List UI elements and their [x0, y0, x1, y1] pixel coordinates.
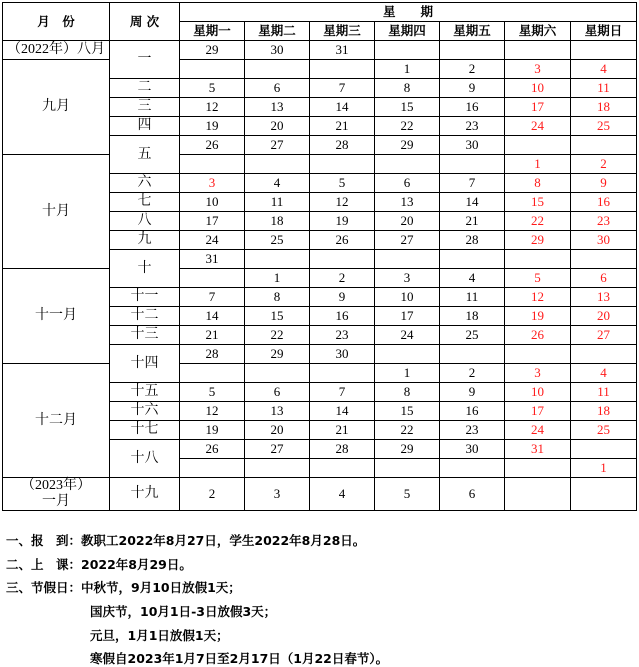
day-cell: 3: [505, 364, 571, 383]
day-cell: [180, 459, 245, 478]
day-cell: [310, 459, 375, 478]
day-cell: 12: [505, 288, 571, 307]
day-cell: [245, 60, 310, 79]
day-cell: [375, 459, 440, 478]
day-cell: 24: [505, 117, 571, 136]
day-cell: 4: [245, 174, 310, 193]
day-cell: 11: [571, 79, 637, 98]
day-cell: 29: [375, 440, 440, 459]
day-cell: 23: [440, 421, 505, 440]
day-cell: 18: [440, 307, 505, 326]
day-cell: 30: [310, 345, 375, 364]
day-cell: [245, 364, 310, 383]
week-number: 五: [110, 136, 180, 174]
day-cell: 21: [310, 421, 375, 440]
note-registration: 一、报 到：教职工2022年8月27日，学生2022年8月28日。: [6, 533, 366, 548]
month-label: 九月: [3, 60, 110, 155]
weekday-header: 星期四: [375, 22, 440, 41]
day-cell: 11: [571, 383, 637, 402]
day-cell: [440, 345, 505, 364]
calendar-row: [3, 155, 637, 174]
day-cell: [245, 250, 310, 269]
day-cell: 12: [180, 402, 245, 421]
day-cell: 24: [180, 231, 245, 250]
day-cell: 26: [505, 326, 571, 345]
week-number: 十五: [110, 383, 180, 402]
week-number: 十三: [110, 326, 180, 345]
day-cell: [375, 155, 440, 174]
day-cell: 26: [310, 231, 375, 250]
day-cell: 11: [440, 288, 505, 307]
day-cell: 4: [310, 478, 375, 511]
day-cell: 15: [505, 193, 571, 212]
day-cell: 17: [375, 307, 440, 326]
day-cell: 31: [505, 440, 571, 459]
day-cell: 8: [505, 174, 571, 193]
week-header: 周 次: [110, 3, 180, 41]
day-cell: [180, 60, 245, 79]
day-cell: 24: [375, 326, 440, 345]
day-cell: 22: [245, 326, 310, 345]
day-cell: 10: [505, 383, 571, 402]
day-cell: 8: [245, 288, 310, 307]
day-cell: 28: [310, 136, 375, 155]
day-cell: 16: [571, 193, 637, 212]
day-cell: [310, 60, 375, 79]
day-cell: 26: [180, 136, 245, 155]
day-cell: 8: [375, 383, 440, 402]
day-cell: 22: [375, 421, 440, 440]
day-cell: 13: [375, 193, 440, 212]
day-cell: 7: [310, 79, 375, 98]
calendar-row: [3, 364, 637, 383]
day-cell: 9: [440, 383, 505, 402]
day-cell: [180, 364, 245, 383]
calendar-row: [3, 478, 637, 511]
day-cell: 27: [245, 440, 310, 459]
day-cell: 14: [310, 402, 375, 421]
day-cell: 24: [505, 421, 571, 440]
day-cell: 4: [571, 364, 637, 383]
day-cell: 6: [245, 79, 310, 98]
day-cell: 11: [245, 193, 310, 212]
day-cell: 30: [440, 440, 505, 459]
day-cell: [571, 440, 637, 459]
week-number: 十九: [110, 478, 180, 511]
day-cell: [505, 41, 571, 60]
day-cell: 13: [245, 98, 310, 117]
day-cell: 6: [245, 383, 310, 402]
weekday-header: 星期一: [180, 22, 245, 41]
day-cell: 21: [180, 326, 245, 345]
day-cell: 17: [180, 212, 245, 231]
week-number: 六: [110, 174, 180, 193]
day-cell: 12: [180, 98, 245, 117]
day-cell: 4: [571, 60, 637, 79]
day-cell: 25: [571, 421, 637, 440]
month-label: （2023年） 一月: [3, 478, 110, 511]
day-cell: 13: [245, 402, 310, 421]
day-cell: [375, 250, 440, 269]
day-cell: 7: [180, 288, 245, 307]
day-cell: [440, 155, 505, 174]
day-cell: 29: [505, 231, 571, 250]
day-cell: 29: [245, 345, 310, 364]
day-cell: [505, 459, 571, 478]
day-cell: 14: [310, 98, 375, 117]
day-cell: 25: [245, 231, 310, 250]
day-cell: 5: [180, 79, 245, 98]
week-number: 十四: [110, 345, 180, 383]
week-number: 七: [110, 193, 180, 212]
day-cell: 18: [245, 212, 310, 231]
day-cell: [440, 459, 505, 478]
weekday-header: 星期二: [245, 22, 310, 41]
header-row: [3, 3, 637, 22]
month-label: 十二月: [3, 364, 110, 478]
day-cell: [375, 345, 440, 364]
day-cell: [571, 41, 637, 60]
week-number: 十八: [110, 440, 180, 478]
day-cell: 19: [180, 421, 245, 440]
day-cell: 2: [571, 155, 637, 174]
day-cell: [505, 250, 571, 269]
day-cell: 5: [310, 174, 375, 193]
calendar-row: [3, 60, 637, 79]
day-cell: 14: [440, 193, 505, 212]
week-number: 十一: [110, 288, 180, 307]
day-cell: 17: [505, 98, 571, 117]
note-new-year: 元旦，1月1日放假1天；: [90, 628, 229, 643]
day-cell: [505, 345, 571, 364]
day-cell: 28: [180, 345, 245, 364]
day-cell: 26: [180, 440, 245, 459]
week-number: 十二: [110, 307, 180, 326]
note-holidays: 三、节假日：中秋节，9月10日放假1天；: [6, 580, 241, 595]
day-cell: 15: [375, 402, 440, 421]
day-cell: 30: [440, 136, 505, 155]
day-cell: 30: [571, 231, 637, 250]
month-label: 十一月: [3, 269, 110, 364]
day-cell: 4: [440, 269, 505, 288]
note-classes-start: 二、上 课：2022年8月29日。: [6, 557, 192, 572]
day-cell: 25: [571, 117, 637, 136]
day-cell: [505, 478, 571, 511]
day-cell: 27: [571, 326, 637, 345]
weekday-header: 星期日: [571, 22, 637, 41]
day-cell: 31: [180, 250, 245, 269]
day-cell: 8: [375, 79, 440, 98]
week-number: 十七: [110, 421, 180, 440]
day-cell: 2: [180, 478, 245, 511]
week-number: 三: [110, 98, 180, 117]
day-cell: [180, 269, 245, 288]
day-cell: 3: [505, 60, 571, 79]
day-cell: 30: [245, 41, 310, 60]
weekday-group-header: 星 期: [180, 3, 637, 22]
week-number: 八: [110, 212, 180, 231]
day-cell: 23: [310, 326, 375, 345]
day-cell: 23: [571, 212, 637, 231]
day-cell: [505, 136, 571, 155]
day-cell: 20: [375, 212, 440, 231]
day-cell: 27: [245, 136, 310, 155]
day-cell: 23: [440, 117, 505, 136]
day-cell: [571, 250, 637, 269]
day-cell: 18: [571, 402, 637, 421]
day-cell: 1: [505, 155, 571, 174]
day-cell: 9: [310, 288, 375, 307]
weekday-header: 星期三: [310, 22, 375, 41]
month-header: 月 份: [3, 3, 110, 41]
day-cell: 20: [245, 117, 310, 136]
note-winter-break: 寒假自2023年1月7日至2月17日（1月22日春节）。: [90, 651, 389, 666]
note-national-day: 国庆节，10月1日-3日放假3天；: [90, 604, 277, 619]
day-cell: 9: [440, 79, 505, 98]
day-cell: [375, 41, 440, 60]
week-number: 二: [110, 79, 180, 98]
day-cell: 6: [375, 174, 440, 193]
day-cell: [571, 136, 637, 155]
day-cell: 2: [310, 269, 375, 288]
day-cell: 3: [180, 174, 245, 193]
day-cell: 1: [245, 269, 310, 288]
day-cell: 3: [375, 269, 440, 288]
day-cell: 5: [375, 478, 440, 511]
day-cell: 14: [180, 307, 245, 326]
day-cell: 29: [375, 136, 440, 155]
day-cell: [310, 364, 375, 383]
day-cell: 5: [505, 269, 571, 288]
day-cell: 21: [440, 212, 505, 231]
day-cell: 6: [571, 269, 637, 288]
day-cell: [245, 459, 310, 478]
day-cell: [180, 155, 245, 174]
day-cell: 1: [571, 459, 637, 478]
day-cell: [440, 41, 505, 60]
day-cell: [440, 250, 505, 269]
week-number: 十六: [110, 402, 180, 421]
day-cell: 29: [180, 41, 245, 60]
day-cell: 28: [310, 440, 375, 459]
day-cell: 2: [440, 364, 505, 383]
day-cell: 31: [310, 41, 375, 60]
day-cell: 27: [375, 231, 440, 250]
month-label: （2022年）八月: [3, 41, 110, 60]
day-cell: 2: [440, 60, 505, 79]
month-label: 十月: [3, 155, 110, 269]
day-cell: 22: [505, 212, 571, 231]
day-cell: [310, 155, 375, 174]
week-number: 九: [110, 231, 180, 250]
day-cell: 20: [571, 307, 637, 326]
day-cell: 5: [180, 383, 245, 402]
day-cell: 15: [375, 98, 440, 117]
day-cell: 16: [310, 307, 375, 326]
day-cell: 16: [440, 402, 505, 421]
day-cell: 20: [245, 421, 310, 440]
day-cell: 6: [440, 478, 505, 511]
day-cell: 9: [571, 174, 637, 193]
day-cell: 17: [505, 402, 571, 421]
day-cell: 28: [440, 231, 505, 250]
day-cell: 16: [440, 98, 505, 117]
calendar-row: [3, 41, 637, 60]
day-cell: 7: [310, 383, 375, 402]
day-cell: 10: [375, 288, 440, 307]
day-cell: 25: [440, 326, 505, 345]
day-cell: 19: [505, 307, 571, 326]
day-cell: 10: [180, 193, 245, 212]
day-cell: 21: [310, 117, 375, 136]
day-cell: 22: [375, 117, 440, 136]
week-number: 十: [110, 250, 180, 288]
week-number: 四: [110, 117, 180, 136]
weekday-header: 星期六: [505, 22, 571, 41]
day-cell: 12: [310, 193, 375, 212]
day-cell: [571, 478, 637, 511]
day-cell: [245, 155, 310, 174]
day-cell: 15: [245, 307, 310, 326]
day-cell: [310, 250, 375, 269]
weekday-header: 星期五: [440, 22, 505, 41]
day-cell: 19: [310, 212, 375, 231]
week-number: 一: [110, 41, 180, 79]
day-cell: 1: [375, 364, 440, 383]
day-cell: 10: [505, 79, 571, 98]
calendar-row: [3, 269, 637, 288]
day-cell: 1: [375, 60, 440, 79]
day-cell: 19: [180, 117, 245, 136]
day-cell: 7: [440, 174, 505, 193]
day-cell: 3: [245, 478, 310, 511]
day-cell: [571, 345, 637, 364]
calendar-table: [2, 2, 637, 511]
day-cell: 13: [571, 288, 637, 307]
day-cell: 18: [571, 98, 637, 117]
